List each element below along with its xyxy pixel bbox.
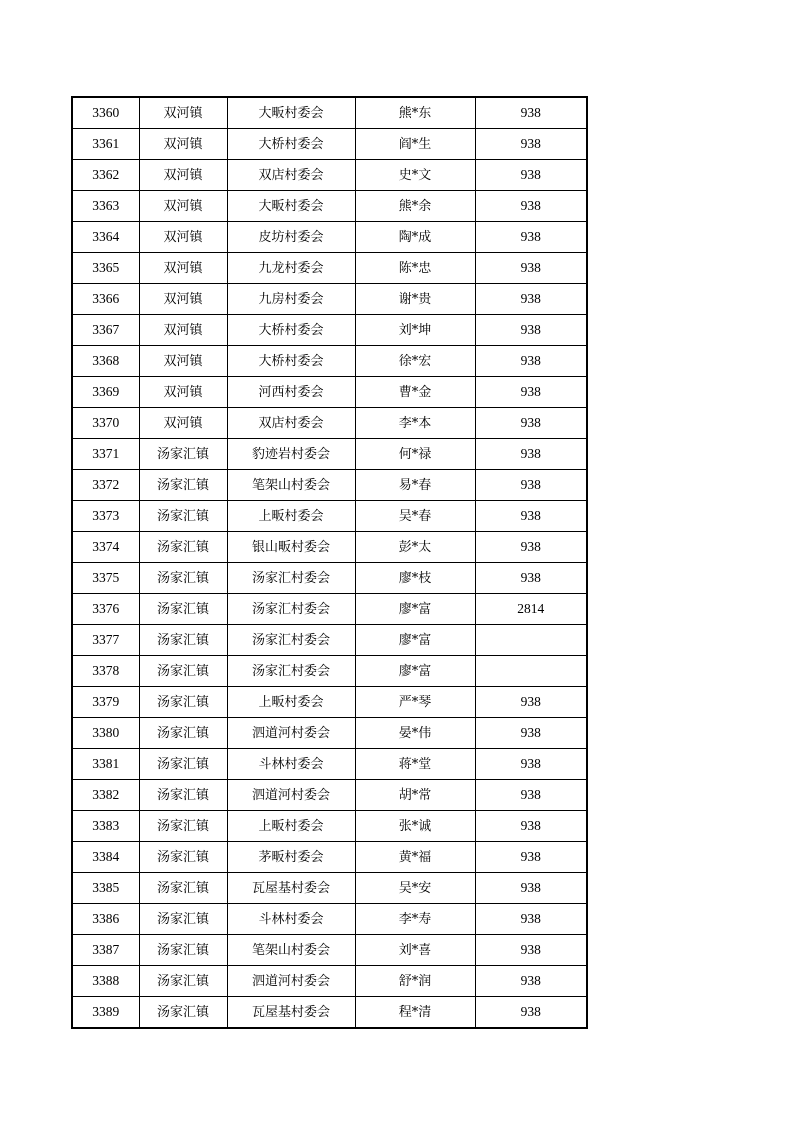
- row-number-cell: 3369: [72, 377, 139, 408]
- village-committee-cell: 笔架山村委会: [227, 935, 355, 966]
- row-number-cell: 3374: [72, 532, 139, 563]
- village-committee-cell: 上畈村委会: [227, 811, 355, 842]
- person-name-cell: 徐*宏: [355, 346, 475, 377]
- row-number-cell: 3383: [72, 811, 139, 842]
- table-row: [72, 439, 587, 470]
- table-row: [72, 563, 587, 594]
- village-committee-cell: 双店村委会: [227, 160, 355, 191]
- row-number-cell: 3377: [72, 625, 139, 656]
- town-cell: 双河镇: [139, 160, 227, 191]
- town-cell: 双河镇: [139, 129, 227, 160]
- table-row: [72, 284, 587, 315]
- village-committee-cell: 斗林村委会: [227, 904, 355, 935]
- village-committee-cell: 河西村委会: [227, 377, 355, 408]
- table-row: [72, 811, 587, 842]
- row-number-cell: 3384: [72, 842, 139, 873]
- person-name-cell: 陈*忠: [355, 253, 475, 284]
- row-number-cell: 3375: [72, 563, 139, 594]
- table-row: [72, 253, 587, 284]
- town-cell: 汤家汇镇: [139, 439, 227, 470]
- town-cell: 双河镇: [139, 408, 227, 439]
- village-committee-cell: 九房村委会: [227, 284, 355, 315]
- town-cell: 汤家汇镇: [139, 718, 227, 749]
- row-number-cell: 3361: [72, 129, 139, 160]
- table-row: [72, 749, 587, 780]
- amount-cell: 938: [475, 873, 587, 904]
- row-number-cell: 3386: [72, 904, 139, 935]
- table-row: [72, 222, 587, 253]
- person-name-cell: 何*禄: [355, 439, 475, 470]
- village-committee-cell: 泗道河村委会: [227, 966, 355, 997]
- table-row: [72, 97, 587, 129]
- amount-cell: 938: [475, 501, 587, 532]
- amount-cell: 938: [475, 780, 587, 811]
- village-committee-cell: 汤家汇村委会: [227, 656, 355, 687]
- amount-cell: 938: [475, 842, 587, 873]
- person-name-cell: 廖*富: [355, 594, 475, 625]
- amount-cell: 938: [475, 470, 587, 501]
- amount-cell: 938: [475, 346, 587, 377]
- person-name-cell: 廖*富: [355, 656, 475, 687]
- person-name-cell: 李*寿: [355, 904, 475, 935]
- person-name-cell: 舒*润: [355, 966, 475, 997]
- table-row: [72, 470, 587, 501]
- amount-cell: 2814: [475, 594, 587, 625]
- amount-cell: 938: [475, 191, 587, 222]
- table-row: [72, 966, 587, 997]
- village-committee-cell: 银山畈村委会: [227, 532, 355, 563]
- town-cell: 汤家汇镇: [139, 935, 227, 966]
- table-row: [72, 346, 587, 377]
- town-cell: 汤家汇镇: [139, 842, 227, 873]
- row-number-cell: 3385: [72, 873, 139, 904]
- table-row: [72, 780, 587, 811]
- person-name-cell: 熊*余: [355, 191, 475, 222]
- village-committee-cell: 汤家汇村委会: [227, 594, 355, 625]
- person-name-cell: 李*本: [355, 408, 475, 439]
- amount-cell: 938: [475, 904, 587, 935]
- table-row: [72, 408, 587, 439]
- table-row: [72, 935, 587, 966]
- town-cell: 汤家汇镇: [139, 470, 227, 501]
- village-committee-cell: 九龙村委会: [227, 253, 355, 284]
- amount-cell: 938: [475, 563, 587, 594]
- row-number-cell: 3387: [72, 935, 139, 966]
- person-name-cell: 晏*伟: [355, 718, 475, 749]
- village-committee-cell: 大桥村委会: [227, 315, 355, 346]
- village-committee-cell: 泗道河村委会: [227, 780, 355, 811]
- row-number-cell: 3371: [72, 439, 139, 470]
- village-committee-cell: 皮坊村委会: [227, 222, 355, 253]
- amount-cell: 938: [475, 408, 587, 439]
- row-number-cell: 3379: [72, 687, 139, 718]
- table-row: [72, 625, 587, 656]
- table-row: [72, 532, 587, 563]
- town-cell: 汤家汇镇: [139, 687, 227, 718]
- town-cell: 汤家汇镇: [139, 873, 227, 904]
- town-cell: 汤家汇镇: [139, 563, 227, 594]
- village-committee-cell: 泗道河村委会: [227, 718, 355, 749]
- town-cell: 汤家汇镇: [139, 501, 227, 532]
- amount-cell: 938: [475, 687, 587, 718]
- row-number-cell: 3364: [72, 222, 139, 253]
- table-row: [72, 377, 587, 408]
- row-number-cell: 3360: [72, 97, 139, 129]
- table-row: [72, 594, 587, 625]
- row-number-cell: 3380: [72, 718, 139, 749]
- amount-cell: 938: [475, 749, 587, 780]
- person-name-cell: 胡*常: [355, 780, 475, 811]
- village-committee-cell: 上畈村委会: [227, 501, 355, 532]
- person-name-cell: 易*春: [355, 470, 475, 501]
- row-number-cell: 3381: [72, 749, 139, 780]
- town-cell: 双河镇: [139, 191, 227, 222]
- amount-cell: 938: [475, 284, 587, 315]
- village-committee-cell: 茅畈村委会: [227, 842, 355, 873]
- table-row: [72, 997, 587, 1029]
- village-committee-cell: 瓦屋基村委会: [227, 873, 355, 904]
- table-row: [72, 501, 587, 532]
- person-name-cell: 阎*生: [355, 129, 475, 160]
- village-committee-cell: 汤家汇村委会: [227, 625, 355, 656]
- person-name-cell: 严*琴: [355, 687, 475, 718]
- village-committee-cell: 大畈村委会: [227, 191, 355, 222]
- table-row: [72, 656, 587, 687]
- table-row: [72, 718, 587, 749]
- amount-cell: [475, 656, 587, 687]
- amount-cell: 938: [475, 811, 587, 842]
- person-name-cell: 史*文: [355, 160, 475, 191]
- town-cell: 双河镇: [139, 284, 227, 315]
- table-row: [72, 191, 587, 222]
- amount-cell: 938: [475, 532, 587, 563]
- row-number-cell: 3367: [72, 315, 139, 346]
- data-table: [71, 96, 588, 1029]
- town-cell: 汤家汇镇: [139, 656, 227, 687]
- town-cell: 双河镇: [139, 315, 227, 346]
- town-cell: 汤家汇镇: [139, 997, 227, 1029]
- amount-cell: 938: [475, 160, 587, 191]
- amount-cell: 938: [475, 997, 587, 1029]
- row-number-cell: 3389: [72, 997, 139, 1029]
- row-number-cell: 3382: [72, 780, 139, 811]
- village-committee-cell: 笔架山村委会: [227, 470, 355, 501]
- table-row: [72, 160, 587, 191]
- person-name-cell: 谢*贵: [355, 284, 475, 315]
- village-committee-cell: 大桥村委会: [227, 346, 355, 377]
- village-committee-cell: 双店村委会: [227, 408, 355, 439]
- town-cell: 双河镇: [139, 346, 227, 377]
- row-number-cell: 3368: [72, 346, 139, 377]
- amount-cell: 938: [475, 222, 587, 253]
- person-name-cell: 程*清: [355, 997, 475, 1029]
- person-name-cell: 蒋*堂: [355, 749, 475, 780]
- table-row: [72, 873, 587, 904]
- person-name-cell: 熊*东: [355, 97, 475, 129]
- person-name-cell: 吴*安: [355, 873, 475, 904]
- table-row: [72, 129, 587, 160]
- amount-cell: [475, 625, 587, 656]
- amount-cell: 938: [475, 935, 587, 966]
- table-row: [72, 687, 587, 718]
- village-committee-cell: 大畈村委会: [227, 97, 355, 129]
- town-cell: 汤家汇镇: [139, 966, 227, 997]
- village-committee-cell: 斗林村委会: [227, 749, 355, 780]
- person-name-cell: 彭*太: [355, 532, 475, 563]
- person-name-cell: 黄*福: [355, 842, 475, 873]
- town-cell: 双河镇: [139, 377, 227, 408]
- row-number-cell: 3372: [72, 470, 139, 501]
- table-body: [72, 97, 587, 1028]
- row-number-cell: 3363: [72, 191, 139, 222]
- amount-cell: 938: [475, 315, 587, 346]
- person-name-cell: 廖*富: [355, 625, 475, 656]
- town-cell: 汤家汇镇: [139, 904, 227, 935]
- row-number-cell: 3373: [72, 501, 139, 532]
- town-cell: 汤家汇镇: [139, 780, 227, 811]
- town-cell: 双河镇: [139, 253, 227, 284]
- person-name-cell: 吴*春: [355, 501, 475, 532]
- amount-cell: 938: [475, 718, 587, 749]
- town-cell: 双河镇: [139, 222, 227, 253]
- village-committee-cell: 大桥村委会: [227, 129, 355, 160]
- village-committee-cell: 豹迹岩村委会: [227, 439, 355, 470]
- person-name-cell: 刘*坤: [355, 315, 475, 346]
- village-committee-cell: 瓦屋基村委会: [227, 997, 355, 1029]
- town-cell: 汤家汇镇: [139, 594, 227, 625]
- village-committee-cell: 上畈村委会: [227, 687, 355, 718]
- person-name-cell: 曹*金: [355, 377, 475, 408]
- row-number-cell: 3362: [72, 160, 139, 191]
- row-number-cell: 3376: [72, 594, 139, 625]
- row-number-cell: 3378: [72, 656, 139, 687]
- table-row: [72, 842, 587, 873]
- table-row: [72, 904, 587, 935]
- town-cell: 汤家汇镇: [139, 532, 227, 563]
- person-name-cell: 廖*枝: [355, 563, 475, 594]
- town-cell: 汤家汇镇: [139, 749, 227, 780]
- amount-cell: 938: [475, 966, 587, 997]
- amount-cell: 938: [475, 97, 587, 129]
- village-committee-cell: 汤家汇村委会: [227, 563, 355, 594]
- person-name-cell: 张*诚: [355, 811, 475, 842]
- row-number-cell: 3365: [72, 253, 139, 284]
- row-number-cell: 3388: [72, 966, 139, 997]
- table-row: [72, 315, 587, 346]
- town-cell: 汤家汇镇: [139, 625, 227, 656]
- amount-cell: 938: [475, 377, 587, 408]
- town-cell: 双河镇: [139, 97, 227, 129]
- town-cell: 汤家汇镇: [139, 811, 227, 842]
- row-number-cell: 3366: [72, 284, 139, 315]
- amount-cell: 938: [475, 129, 587, 160]
- person-name-cell: 陶*成: [355, 222, 475, 253]
- amount-cell: 938: [475, 253, 587, 284]
- person-name-cell: 刘*喜: [355, 935, 475, 966]
- amount-cell: 938: [475, 439, 587, 470]
- row-number-cell: 3370: [72, 408, 139, 439]
